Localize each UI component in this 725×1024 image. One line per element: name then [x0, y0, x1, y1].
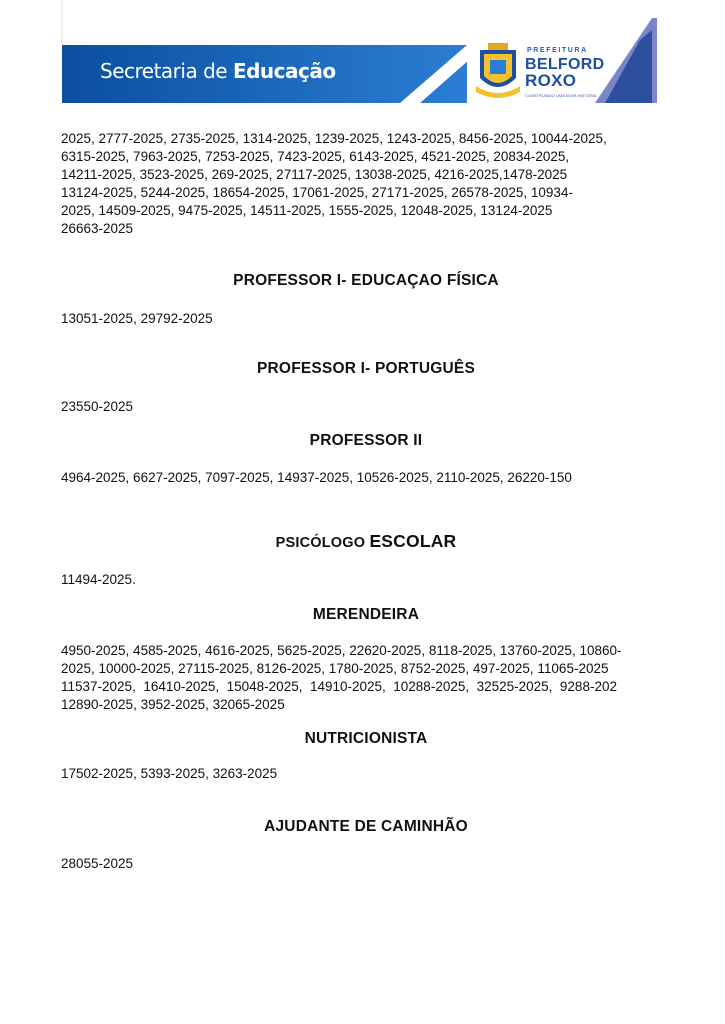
merendeira-line: 4950-2025, 4585-2025, 4616-2025, 5625-2025, 22620-2025, 8118-2025, 13760-2025, 10860-: [61, 643, 622, 658]
section-text-portugues: 23550-2025: [61, 399, 134, 414]
banner-title: [100, 59, 336, 83]
intro-line: 26663-2025: [61, 221, 134, 236]
merendeira-line: 2025, 10000-2025, 27115-2025, 8126-2025, 1780-2025, 8752-2025, 497-2025, 11065-2025: [61, 661, 609, 676]
section-text-nutricionista: 17502-2025, 5393-2025, 3263-2025: [61, 766, 278, 781]
logo-roxo: ROXO: [525, 71, 577, 90]
intro-list: [61, 130, 671, 238]
intro-line: 2025, 14509-2025, 9475-2025, 14511-2025, 1555-2025, 12048-2025, 13124-2025: [61, 203, 553, 218]
section-text-ajudante: 28055-2025: [61, 856, 134, 871]
intro-line: 13124-2025, 5244-2025, 18654-2025, 17061-2025, 27171-2025, 26578-2025, 10934-: [61, 185, 573, 200]
logo-tagline: CONSTRUINDO UMA NOVA HISTÓRIA: [525, 93, 597, 98]
section-heading-educacao-fisica: PROFESSOR I- EDUCAÇAO FÍSICA: [233, 272, 499, 289]
crest-icon: [476, 43, 520, 98]
section-heading-professor2: PROFESSOR II: [309, 432, 423, 449]
logo-prefeitura: PREFEITURA: [527, 47, 588, 54]
document-body: [61, 130, 671, 873]
intro-line: 6315-2025, 7963-2025, 7253-2025, 7423-2025, 6143-2025, 4521-2025, 20834-2025,: [61, 149, 570, 164]
merendeira-line: 11537-2025, 16410-2025, 15048-2025, 14910-2025, 10288-2025, 32525-2025, 9288-202: [61, 679, 617, 694]
header-banner: [0, 0, 725, 110]
section-text-professor2: 4964-2025, 6627-2025, 7097-2025, 14937-2025, 10526-2025, 2110-2025, 26220-150: [61, 470, 572, 485]
intro-line: 2025, 2777-2025, 2735-2025, 1314-2025, 1239-2025, 1243-2025, 8456-2025, 10044-2025,: [61, 131, 607, 146]
section-heading-merendeira: MERENDEIRA: [312, 606, 420, 623]
merendeira-line: 12890-2025, 3952-2025, 32065-2025: [61, 697, 285, 712]
section-heading-portugues: PROFESSOR I- PORTUGUÊS: [257, 360, 475, 377]
psicologo-title-part1: PSICÓLOGO: [275, 535, 370, 551]
logo-belford: BELFORD: [525, 56, 605, 73]
intro-line: 14211-2025, 3523-2025, 269-2025, 27117-2025, 13038-2025, 4216-2025,1478-2025: [61, 167, 568, 182]
banner-title-bold: Educação: [232, 59, 336, 83]
banner-title-prefix: Secretaria de: [100, 59, 233, 83]
section-text-psicologo: 11494-2025.: [61, 572, 136, 587]
psicologo-title-part2: ESCOLAR: [369, 531, 457, 551]
section-heading-psicologo: [61, 531, 671, 552]
section-heading-nutricionista: NUTRICIONISTA: [304, 730, 428, 747]
section-heading-ajudante: AJUDANTE DE CAMINHÃO: [264, 818, 468, 835]
section-text-educacao-fisica: 13051-2025, 29792-2025: [61, 311, 213, 326]
banner-graphic: [0, 0, 725, 110]
merendeira-list: [61, 642, 671, 714]
